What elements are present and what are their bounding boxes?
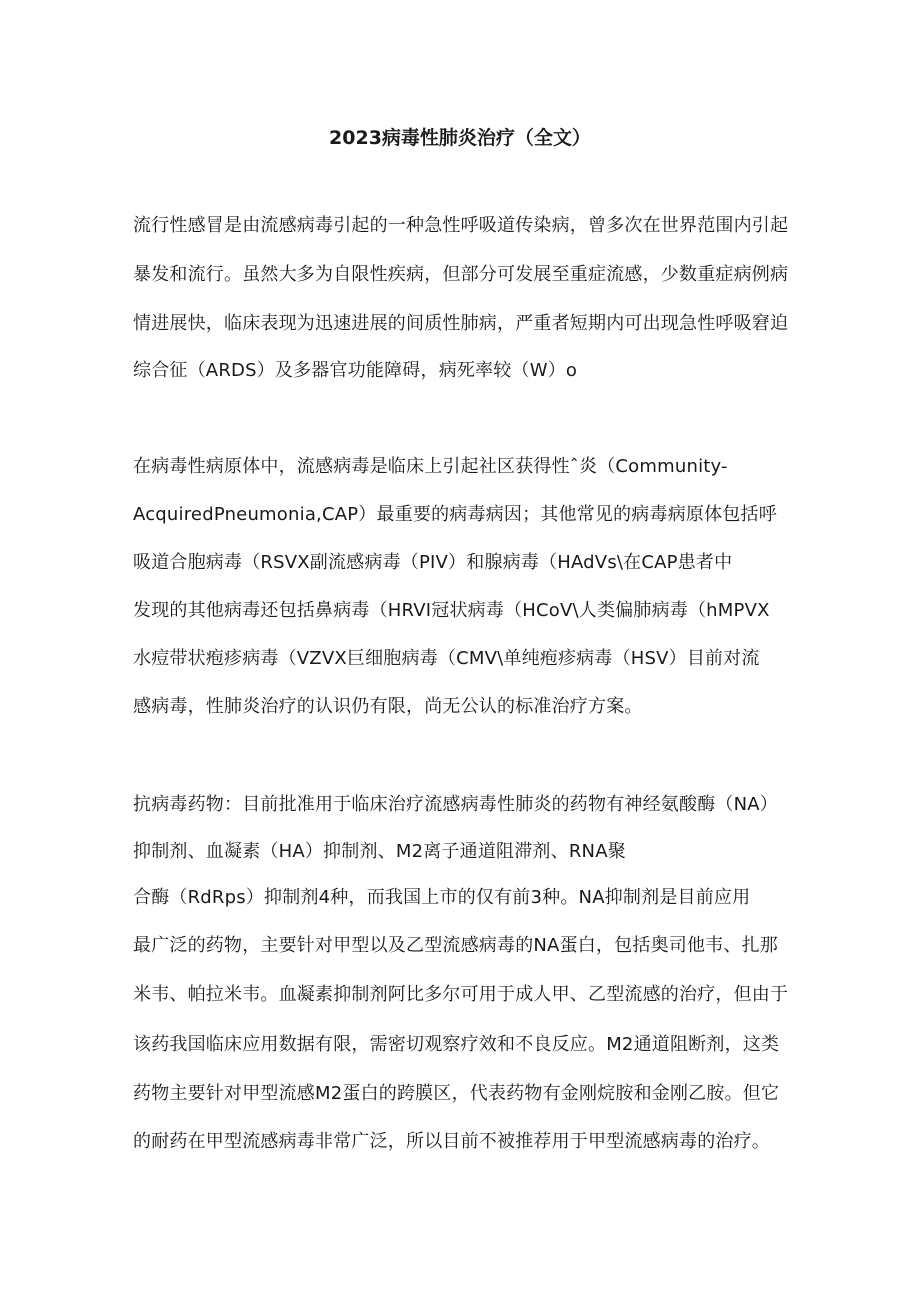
paragraph-3-line-3: 合酶（RdRps）抑制剂4种，而我国上市的仅有前3种。NA抑制剂是目前应用 [133, 887, 751, 908]
paragraph-3-line-2: 抑制剂、血凝素（HA）抑制剂、M2离子通道阻滞剂、RNA聚 [133, 841, 626, 862]
paragraph-3-line-1: 抗病毒药物：目前批准用于临床治疗流感病毒性肺炎的药物有神经氨酸酶（NA） [133, 794, 778, 815]
paragraph-1-line-2: 暴发和流行。虽然大多为自限性疾病，但部分可发展至重症流感，少数重症病例病 [133, 264, 789, 285]
paragraph-2-line-1: 在病毒性病原体中，流感病毒是临床上引起社区获得性ˆ炎（Community- [133, 456, 728, 477]
paragraph-3-line-4: 最广泛的药物，主要针对甲型以及乙型流感病毒的NA蛋白，包括奥司他韦、扎那 [133, 935, 778, 956]
paragraph-1-line-4: 综合征（ARDS）及多器官功能障碍，病死率较（W）o [133, 360, 578, 381]
paragraph-1-line-1: 流行性感冒是由流感病毒引起的一种急性呼吸道传染病，曾多次在世界范围内引起 [133, 215, 789, 236]
paragraph-3-line-8: 的耐药在甲型流感病毒非常广泛，所以目前不被推荐用于甲型流感病毒的治疗。 [133, 1131, 770, 1152]
paragraph-2-line-2: AcquiredPneumonia,CAP）最重要的病毒病因；其他常见的病毒病原体包括呼 [133, 504, 777, 525]
paragraph-2-line-3: 吸道合胞病毒（RSVX副流感病毒（PIV）和腺病毒（HAdVs\在CAP患者中 [133, 552, 733, 573]
paragraph-2-line-4: 发现的其他病毒还包括鼻病毒（HRVI冠状病毒（HCoV\人类偏肺病毒（hMPVX [133, 600, 770, 621]
paragraph-2-line-5: 水痘带状疱疹病毒（VZVX巨细胞病毒（CMV\单纯疱疹病毒（HSV）目前对流 [133, 648, 760, 669]
paragraph-1-line-3: 情进展快，临床表现为迅速进展的间质性肺病，严重者短期内可出现急性呼吸窘迫 [133, 313, 789, 334]
paragraph-3-line-6: 该药我国临床应用数据有限，需密切观察疗效和不良反应。M2通道阻断剂，这类 [133, 1034, 780, 1055]
paragraph-3-line-5: 米韦、帕拉米韦。血凝素抑制剂阿比多尔可用于成人甲、乙型流感的治疗，但由于 [133, 984, 789, 1005]
paragraph-2-line-6: 感病毒，性肺炎治疗的认识仍有限，尚无公认的标准治疗方案。 [133, 696, 643, 717]
paragraph-3-line-7: 药物主要针对甲型流感M2蛋白的跨膜区，代表药物有金刚烷胺和金刚乙胺。但它 [133, 1083, 780, 1104]
document-title: 2023病毒性肺炎治疗（全文） [329, 127, 591, 149]
